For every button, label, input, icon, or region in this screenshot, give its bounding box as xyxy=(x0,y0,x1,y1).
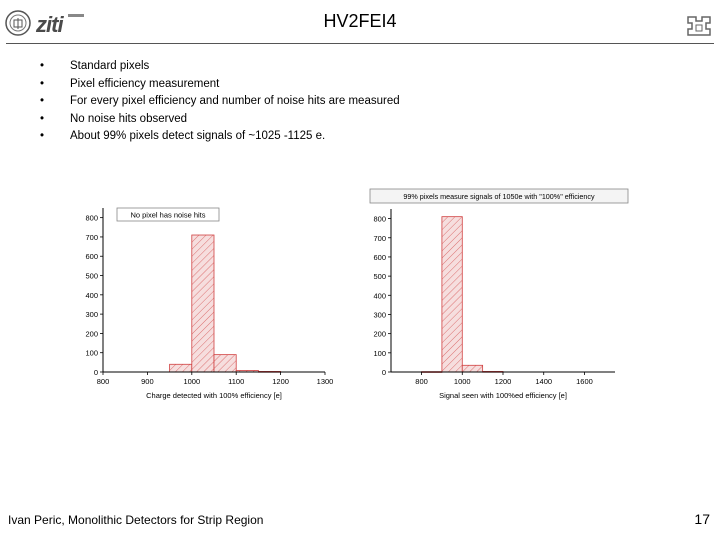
y-tick-label: 700 xyxy=(85,232,98,242)
x-tick-label: 1200 xyxy=(494,377,512,386)
bullet-dot: • xyxy=(40,77,45,90)
chart-signal-seen xyxy=(352,185,632,410)
x-tick-label: 1400 xyxy=(535,377,553,386)
bullet-text: About 99% pixels detect signals of ~1025 -1125 e. xyxy=(70,130,326,142)
x-tick-label: 800 xyxy=(415,377,428,386)
chart-title: 99% pixels measure signals of 1050e with "100%" efficiency xyxy=(403,192,595,201)
bullet-dot: • xyxy=(40,112,45,125)
x-tick-label: 1300 xyxy=(316,377,334,386)
y-tick-label: 600 xyxy=(85,252,98,262)
y-tick-label: 400 xyxy=(373,291,386,301)
y-tick-label: 400 xyxy=(85,290,98,300)
y-tick-label: 0 xyxy=(93,368,98,377)
bullet-dot: • xyxy=(40,95,45,107)
chart-charge-detected xyxy=(64,200,354,410)
histogram-bar xyxy=(192,235,214,372)
x-tick-label: 1600 xyxy=(576,377,593,386)
header-divider xyxy=(6,43,714,44)
y-tick-label: 300 xyxy=(373,310,386,320)
bullet-text: Pixel efficiency measurement xyxy=(70,77,220,90)
bullet-text: Standard pixels xyxy=(70,60,150,72)
bullet-text: For every pixel efficiency and number of noise hits are measured xyxy=(70,95,400,107)
institute-logo-icon xyxy=(686,13,712,39)
bullet-dot: • xyxy=(40,130,45,142)
x-tick-label: 1000 xyxy=(453,377,471,386)
bullet-item xyxy=(40,111,400,129)
histogram-bar xyxy=(170,364,192,372)
y-tick-label: 100 xyxy=(373,348,386,358)
x-axis-label: Charge detected with 100% efficiency [e] xyxy=(146,391,282,400)
y-tick-label: 200 xyxy=(85,329,98,339)
y-tick-label: 500 xyxy=(373,272,386,282)
chart-annotation: No pixel has noise hits xyxy=(130,210,206,220)
x-tick-label: 800 xyxy=(96,377,110,386)
footer-author: Ivan Peric, Monolithic Detectors for Strip Region xyxy=(8,513,264,527)
y-tick-label: 500 xyxy=(85,271,98,281)
histogram-bar xyxy=(442,217,462,372)
x-tick-label: 1200 xyxy=(272,377,289,386)
bullet-list xyxy=(40,58,400,146)
y-tick-label: 200 xyxy=(373,329,386,339)
page-number: 17 xyxy=(694,511,710,527)
y-tick-label: 700 xyxy=(373,233,386,243)
bullet-item xyxy=(40,76,400,94)
histogram-bar xyxy=(214,355,236,372)
y-tick-label: 800 xyxy=(373,214,386,224)
slide-title: HV2FEI4 xyxy=(323,11,397,31)
x-tick-label: 900 xyxy=(141,377,154,386)
ziti-logo: ziti xyxy=(36,12,63,37)
x-axis-label: Signal seen with 100%ed efficiency [e] xyxy=(439,391,567,400)
y-tick-label: 100 xyxy=(85,348,98,358)
bullet-dot: • xyxy=(40,60,45,72)
bullet-text: No noise hits observed xyxy=(70,112,187,125)
y-tick-label: 600 xyxy=(373,252,386,262)
bullet-item xyxy=(40,93,400,111)
histogram-bar xyxy=(462,365,482,372)
y-tick-label: 0 xyxy=(381,368,386,377)
y-tick-label: 800 xyxy=(85,213,98,223)
bullet-item xyxy=(40,58,400,76)
x-tick-label: 1000 xyxy=(183,377,201,386)
y-tick-label: 300 xyxy=(85,310,98,320)
bullet-item xyxy=(40,128,400,146)
x-tick-label: 1100 xyxy=(228,377,245,386)
